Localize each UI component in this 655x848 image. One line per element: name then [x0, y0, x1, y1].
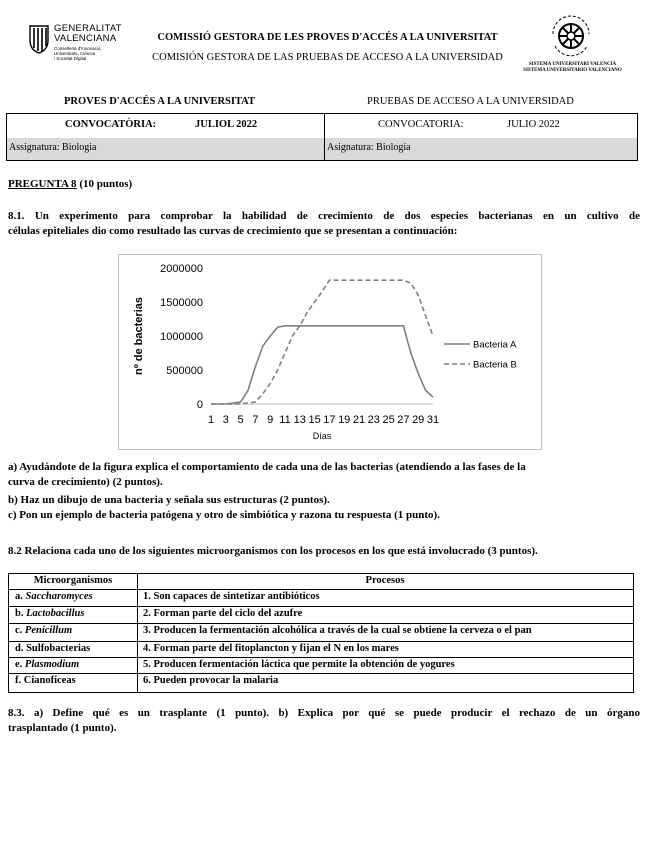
chart-y-tick-label: 500000: [166, 365, 203, 377]
microorganism-name: Cianofíceas: [23, 675, 76, 686]
table-divider: [137, 574, 138, 692]
chart-y-tick-label: 0: [196, 399, 203, 411]
microorganism-name: Plasmodium: [24, 659, 80, 670]
chart-x-tick-label: 5: [237, 414, 244, 426]
table-row: [9, 624, 633, 642]
chart-x-tick-label: 7: [252, 414, 259, 426]
generalitat-shield-icon: [28, 24, 50, 54]
logo-right-sub2: SISTEMA UNIVERSITARIO VALENCIANO: [523, 68, 622, 73]
logo-right-sub1: SISTEMA UNIVERSITARI VALENCIÀ: [528, 62, 617, 67]
question-heading: [8, 178, 132, 191]
microorganism-letter: d.: [15, 643, 27, 654]
table-row: [9, 674, 633, 692]
logo-left-line2: VALENCIANA: [54, 33, 117, 44]
logo-left-sub2: Universitats, Ciència: [54, 51, 96, 56]
chart-y-axis-label: nº de bacterias: [133, 297, 145, 375]
chart-x-tick-label: 11: [279, 414, 291, 426]
microorganism-letter: e.: [15, 659, 25, 670]
chart-series-line-1: [211, 326, 433, 404]
microorganism-name: Saccharomyces: [25, 591, 93, 602]
left-heading: PROVES D'ACCÉS A LA UNIVERSITAT: [64, 96, 255, 107]
chart-x-tick-label: 27: [397, 414, 410, 426]
chart-legend-label: Bacteria A: [473, 339, 517, 351]
header-title-valencian: COMISSIÓ GESTORA DE LES PROVES D'ACCÉS A LA UNIVERSITAT: [157, 32, 498, 43]
right-heading: PRUEBAS DE ACCESO A LA UNIVERSIDAD: [367, 96, 574, 107]
q81-line1: 8.1. Un experimento para comprobar la habilidad de crecimiento de dos especies bacterianas en un cultivo de: [8, 210, 640, 222]
process-cell: 1. Son capaces de sintetizar antibióticos: [143, 591, 320, 602]
chart-legend-label: Bacteria B: [473, 359, 517, 371]
microorganism-cell: [15, 625, 72, 636]
chart-y-tick-label: 2000000: [160, 263, 203, 275]
table-row: [9, 658, 633, 674]
microorganism-letter: f.: [15, 675, 24, 686]
chart-x-tick-label: 13: [293, 414, 306, 426]
q82-line: 8.2 Relaciona cada uno de los siguientes microorganismos con los procesos en los que está involucrado (3 puntos).: [8, 545, 538, 557]
suv-seal-icon: [541, 12, 601, 62]
process-cell: 3. Producen la fermentación alcohólica a través de la cual se obtiene la cerveza o el pan: [143, 625, 532, 636]
chart-y-tick-label: 1000000: [160, 331, 203, 343]
chart-x-tick-label: 17: [323, 414, 336, 426]
microorganism-name: Penicillum: [24, 625, 73, 636]
chart-x-tick-label: 29: [412, 414, 425, 426]
left-conv-label: CONVOCATÒRIA:: [65, 119, 157, 130]
q81-a-line2: curva de crecimiento) (2 puntos).: [8, 476, 163, 488]
growth-chart: [118, 254, 542, 450]
process-cell: 2. Forman parte del ciclo del azufre: [143, 608, 303, 619]
chart-x-tick-label: 25: [382, 414, 395, 426]
chart-series-line-2: [211, 280, 433, 404]
microorganism-cell: [15, 659, 79, 670]
microorganism-letter: b.: [15, 608, 27, 619]
table-header-microorganismos: Microorganismos: [33, 575, 113, 586]
convocatoria-row: [7, 114, 637, 139]
chart-x-tick-label: 9: [267, 414, 274, 426]
right-conv-value: JULIO 2022: [507, 119, 560, 130]
chart-x-tick-label: 3: [222, 414, 229, 426]
logo-left-line1: GENERALITAT: [54, 23, 122, 34]
table-header-row: [9, 574, 633, 590]
logo-left-sub3: i Societat Digital: [54, 56, 87, 61]
microorganism-cell: [15, 675, 76, 686]
table-row: [9, 590, 633, 607]
microorganism-cell: [15, 591, 93, 602]
q83-line1: 8.3. a) Define qué es un trasplante (1 punto). b) Explica por qué se puede producir el rechazo de un órgano: [8, 707, 640, 719]
microorganism-table: [8, 573, 634, 693]
q81-a-line1: a) Ayudándote de la figura explica el comportamiento de cada una de las bacterias (atendiendo a las fases de la: [8, 461, 526, 473]
microorganism-name: Sulfobacterias: [26, 643, 91, 654]
chart-x-tick-label: 15: [308, 414, 321, 426]
q81-b-line: b) Haz un dibujo de una bacteria y señala sus estructuras (2 puntos).: [8, 494, 330, 506]
table-row: [9, 607, 633, 624]
right-subject: Asignatura: Biología: [327, 142, 411, 153]
info-table-divider: [324, 114, 325, 160]
process-cell: 5. Producen fermentación láctica que permite la obtención de yogures: [143, 659, 455, 670]
microorganism-cell: [15, 643, 90, 654]
table-header-procesos: Procesos: [365, 575, 405, 586]
question-points: (10 puntos): [76, 178, 133, 190]
chart-x-tick-label: 1: [207, 414, 215, 426]
chart-x-tick-label: 19: [338, 414, 351, 426]
microorganism-letter: a.: [15, 591, 26, 602]
suv-logo: [505, 12, 640, 87]
logo-left-sub1: Conselleria d'Innovació,: [54, 46, 102, 51]
left-conv-value: JULIOL 2022: [195, 119, 258, 130]
chart-x-axis-label: Días: [312, 431, 332, 441]
subject-row: [7, 138, 637, 160]
chart-x-tick-label: 21: [352, 414, 366, 426]
right-conv-label: CONVOCATORIA:: [378, 119, 464, 130]
q83-line2: trasplantado (1 punto).: [8, 722, 117, 734]
microorganism-letter: c.: [15, 625, 25, 636]
microorganism-cell: [15, 608, 84, 619]
process-cell: 4. Forman parte del fitoplancton y fijan el N en los mares: [143, 643, 399, 654]
table-row: [9, 642, 633, 658]
question-title: PREGUNTA 8: [8, 178, 77, 190]
q81-line2: células epiteliales dio como resultado las curvas de crecimiento que se presentan a continuación:: [8, 225, 458, 237]
left-subject: Assignatura: Biologia: [9, 142, 97, 153]
chart-y-tick-label: 1500000: [160, 297, 203, 309]
header-title-spanish: COMISIÓN GESTORA DE LAS PRUEBAS DE ACCESO A LA UNIVERSIDAD: [152, 52, 503, 63]
generalitat-logo: [28, 22, 138, 72]
process-cell: 6. Pueden provocar la malaria: [143, 675, 279, 686]
chart-x-tick-label: 31: [426, 414, 440, 426]
q81-c-line: c) Pon un ejemplo de bacteria patógena y otro de simbiótica y razona tu respuesta (1 punto).: [8, 509, 440, 521]
info-table: [6, 113, 638, 161]
chart-x-tick-label: 23: [367, 414, 380, 426]
microorganism-name: Lactobacillus: [26, 608, 85, 619]
